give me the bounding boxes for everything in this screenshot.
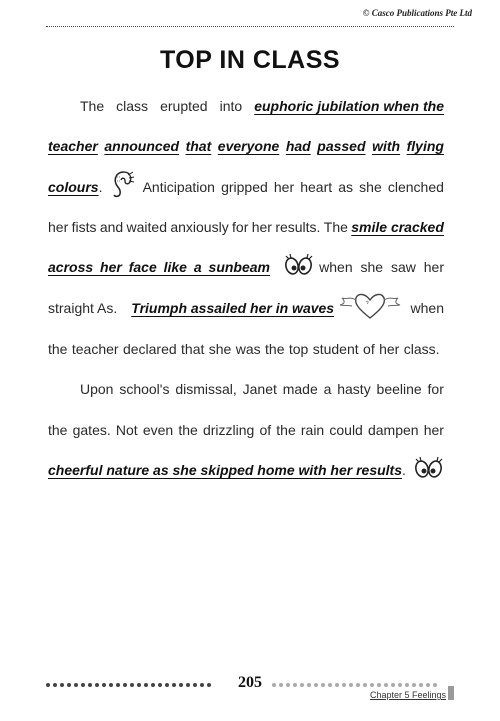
p1-line6 xyxy=(48,296,444,320)
word: heart xyxy=(300,179,333,195)
page-title: TOP IN CLASS xyxy=(159,46,341,74)
word: a xyxy=(323,381,332,397)
period: . xyxy=(402,462,406,478)
word: dampen xyxy=(367,422,419,438)
word: The xyxy=(323,219,348,235)
eyes-icon xyxy=(282,251,316,284)
word: she xyxy=(359,179,382,195)
word: beeline xyxy=(376,381,422,397)
header-publisher: © Casco Publications Pte Ltd xyxy=(362,8,472,18)
word: results. xyxy=(275,219,321,235)
line6-plain: straight As. xyxy=(48,300,118,316)
word: Upon xyxy=(80,381,114,397)
word: clenched xyxy=(387,179,444,195)
p1-line1 xyxy=(80,94,444,118)
word: The xyxy=(80,98,105,114)
word: school's xyxy=(119,381,170,397)
line5-rest: when she saw her xyxy=(319,259,444,275)
word: of xyxy=(259,422,272,438)
word: waited xyxy=(126,219,167,235)
word: for xyxy=(427,381,444,397)
word: anxiously xyxy=(170,219,229,235)
word: gripped xyxy=(221,179,268,195)
period: . xyxy=(98,179,103,195)
p1-line7: the teacher declared that she was the top student of her class. xyxy=(48,341,440,357)
highlight-word: had xyxy=(285,138,311,154)
highlight-word: colours xyxy=(48,179,99,195)
word: hasty xyxy=(337,381,371,397)
word: her xyxy=(251,219,272,235)
word: fists xyxy=(71,219,97,235)
word: even xyxy=(142,422,174,438)
highlight-word: everyone xyxy=(217,138,280,154)
word: Not xyxy=(115,422,138,438)
word: dismissal, xyxy=(175,381,237,397)
word: rain xyxy=(300,422,325,438)
word: Anticipation xyxy=(142,179,215,195)
chapter-bar xyxy=(448,686,454,700)
word: the xyxy=(178,422,198,438)
highlight-phrase: Triumph assailed her in waves xyxy=(131,300,335,316)
p1-line4 xyxy=(48,215,444,239)
word: could xyxy=(329,422,363,438)
colours-group xyxy=(48,169,136,206)
word: the xyxy=(48,422,68,438)
highlight-phrase: euphoric jubilation when the xyxy=(254,98,444,114)
p1-line5 xyxy=(48,255,444,279)
word: and xyxy=(99,219,124,235)
header-rule xyxy=(46,26,454,27)
highlight-word: with xyxy=(372,138,401,154)
chapter-label: Chapter 5 Feelings xyxy=(369,690,446,700)
word: into xyxy=(219,98,243,114)
word: her xyxy=(273,179,295,195)
line6-rest: when xyxy=(410,300,444,316)
word: drizzling xyxy=(202,422,255,438)
word: Janet xyxy=(242,381,277,397)
winged-heart-icon xyxy=(338,288,402,329)
p1-line2 xyxy=(48,134,444,158)
word: class xyxy=(116,98,149,114)
page-number: 205 xyxy=(238,674,262,691)
p2-line2 xyxy=(48,418,444,442)
word: for xyxy=(232,219,249,235)
p2-line3 xyxy=(48,458,444,482)
highlight-word: that xyxy=(185,138,212,154)
word: her xyxy=(423,422,444,438)
highlight-phrase: smile cracked xyxy=(351,219,444,235)
word: as xyxy=(338,179,354,195)
highlight-word: teacher xyxy=(48,138,98,154)
eyes-icon xyxy=(412,454,446,487)
word: made xyxy=(282,381,318,397)
highlight-word: passed xyxy=(317,138,366,154)
word: her xyxy=(48,219,69,235)
highlight-phrase: across her face like a sunbeam xyxy=(48,259,270,275)
p2-line1 xyxy=(80,377,444,401)
word: the xyxy=(276,422,296,438)
p1-line3 xyxy=(48,175,444,199)
footer-dots-right xyxy=(272,683,437,687)
word: gates. xyxy=(72,422,111,438)
highlight-word: announced xyxy=(104,138,180,154)
highlight-word: flying xyxy=(406,138,444,154)
ear-icon xyxy=(110,169,136,206)
highlight-phrase: cheerful nature as she skipped home with her results xyxy=(48,462,402,478)
word: erupted xyxy=(160,98,208,114)
